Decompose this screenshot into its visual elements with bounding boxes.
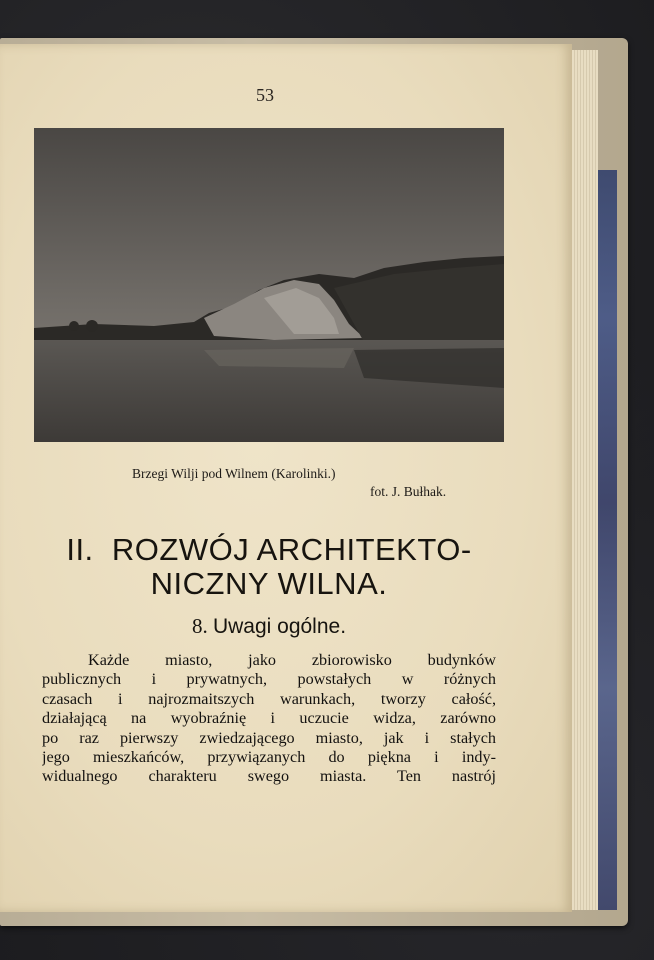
chapter-title-part-2: NICZNY WILNA.	[150, 566, 388, 601]
body-line: po raz pierwszy zwiedzającego miasto, jak i stałych	[42, 728, 496, 747]
body-line: działającą na wyobraźnię i uczucie widza, zarówno	[42, 709, 496, 728]
body-line: widualnego charakteru swego miasta. Ten nastrój	[42, 767, 496, 786]
caption-credit: fot. J. Bułhak.	[370, 484, 447, 499]
section-title: Uwagi ogólne.	[212, 615, 347, 638]
chapter-number: II.	[66, 532, 94, 567]
body-paragraph	[42, 651, 496, 787]
body-line: czasach i najrozmaitszych warunkach, tworzy całość,	[42, 689, 496, 708]
section-number: 8.	[191, 614, 208, 638]
chapter-heading	[34, 533, 504, 601]
landscape-photo	[34, 128, 504, 442]
caption-title: Brzegi Wilji pod Wilnem (Karolinki.)	[132, 466, 336, 481]
body-line: Każde miasto, jako zbiorowisko budynków	[88, 651, 496, 669]
chapter-heading-line-1	[34, 533, 504, 567]
section-heading	[34, 614, 504, 639]
body-line: jego mieszkańców, przywiązanych do piękna i indy-	[42, 748, 496, 767]
page-number: 53	[256, 85, 274, 105]
photo-illustration	[34, 128, 504, 442]
chapter-title-part-1: ROZWÓJ ARCHITEKTO-	[111, 532, 472, 567]
body-line: publicznych i prywatnych, powstałych w różnych	[42, 670, 496, 689]
